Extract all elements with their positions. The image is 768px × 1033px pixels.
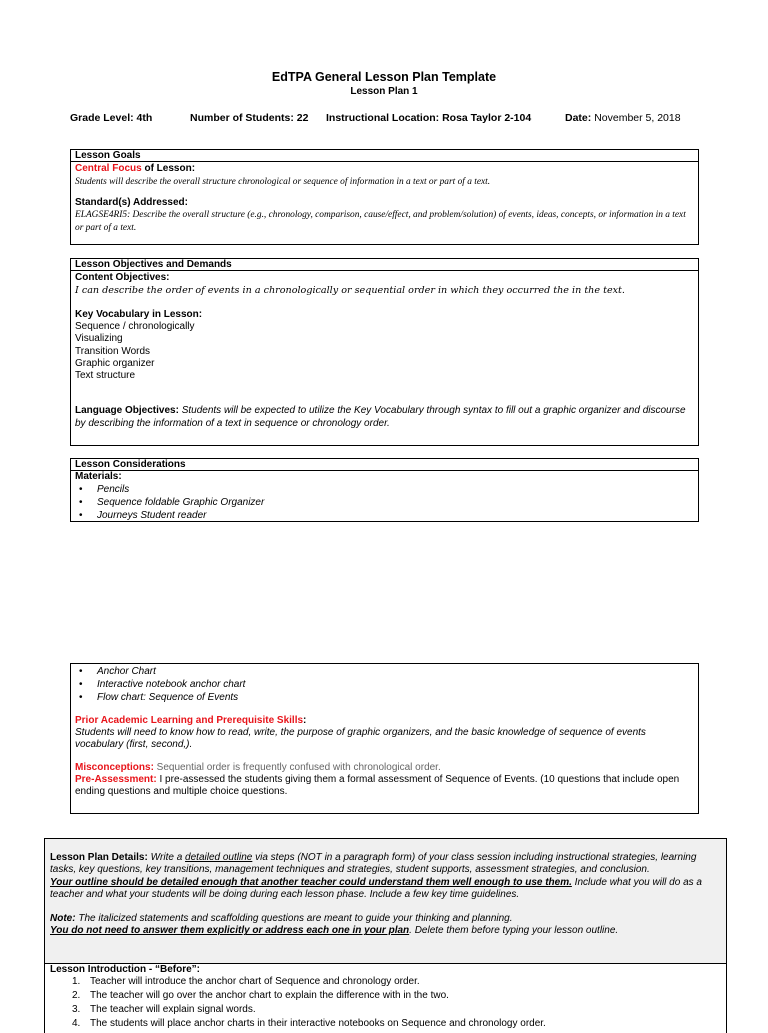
- vocab-item: Transition Words: [75, 345, 151, 357]
- details-bold-u: Your outline should be detailed enough that another teacher could understand them well enough to use them.: [50, 876, 572, 888]
- lesson-goals-heading: Lesson Goals: [71, 150, 698, 162]
- page-title: EdTPA General Lesson Plan Template: [271, 70, 497, 84]
- instructional-location: Instructional Location: Rosa Taylor 2-104: [326, 112, 532, 124]
- vocab-item: Text structure: [75, 370, 136, 382]
- lesson-goals-box: [70, 149, 699, 245]
- step-number: 1.: [72, 976, 81, 987]
- misconceptions: [75, 762, 694, 774]
- step-text: Teacher will introduce the anchor chart of Sequence and chronology order.: [90, 976, 420, 987]
- standards-text: ELAGSE4RI5: Describe the overall structure (e.g., chronology, comparison, cause/effect, and problem/solution) of events, ideas, concepts, or information in a text or part of a text.: [75, 210, 686, 233]
- step-text: The students will place anchor charts in their interactive notebooks on Sequence and chronology order.: [90, 1018, 546, 1029]
- content-objectives-text: I can describe the order of events in a chronologically or sequential order in which they occurred the in the text.: [75, 285, 625, 296]
- details-paragraph: [50, 852, 721, 877]
- material-item: • Journeys Student reader: [75, 509, 694, 522]
- date-label: Date:: [565, 112, 592, 124]
- details-note: [50, 913, 721, 925]
- introduction-label: Lesson Introduction - “Before”:: [50, 964, 200, 975]
- language-objectives: [75, 405, 694, 430]
- misconceptions-text: Sequential order is frequently confused with chronological order.: [153, 761, 441, 773]
- vocab-item: Sequence / chronologically: [75, 321, 195, 332]
- considerations-continued-box: [70, 663, 699, 814]
- prior-learning-text: Students will need to know how to read, write, the purpose of graphic organizers, and the basic knowledge of sequence of events vocabulary (first, second,).: [75, 727, 646, 751]
- step-number: 2.: [72, 990, 81, 1001]
- key-vocabulary-label: Key Vocabulary in Lesson:: [75, 309, 203, 320]
- grade-level: Grade Level: 4th: [70, 112, 153, 124]
- central-focus-label: [75, 163, 694, 175]
- details-outline: detailed outline: [185, 852, 253, 863]
- step-number: 4.: [72, 1018, 81, 1029]
- note-label: Note:: [50, 913, 76, 925]
- language-objectives-text: Students will be expected to utilize the Key Vocabulary through syntax to fill out a graphic organizer and discourse by describing the information of a text in sequence or chronology order.: [75, 405, 686, 429]
- material-item: • Anchor Chart: [75, 665, 694, 678]
- materials-label: Materials:: [75, 471, 122, 482]
- pre-assessment-text: I pre-assessed the students giving them a formal assessment of Sequence of Events. (10 questions that include open ending questions and multiple choice questions.: [75, 773, 680, 798]
- central-focus-rest: of Lesson:: [141, 163, 196, 174]
- material-item: • Flow chart: Sequence of Events: [75, 691, 694, 704]
- misconceptions-label: Misconceptions:: [75, 761, 154, 773]
- step-text: The teacher will explain signal words.: [90, 1004, 256, 1015]
- details-bold-rest: Include what you will do as a teacher and what your students will be doing during each lesson phase. Include a few key time guidelines.: [50, 876, 702, 900]
- date-value: November 5, 2018: [594, 112, 681, 124]
- details-t1-rest: via steps (NOT in a paragraph form) of your class session including instructional strategies, learning tasks, key questions, key transitions, management techniques and strategies, student supports, assessment strategies, and conclusion.: [50, 852, 697, 876]
- note2-u: You do not need to answer them explicitly or address each one in your plan: [50, 925, 410, 937]
- lesson-considerations-heading: Lesson Considerations: [71, 459, 698, 471]
- details-note2: [50, 925, 721, 937]
- central-focus-red: Central Focus: [75, 163, 142, 174]
- details-bold-paragraph: [50, 877, 721, 902]
- step-number: 3.: [72, 1004, 81, 1015]
- standards-label: Standard(s) Addressed:: [75, 197, 188, 208]
- number-of-students: Number of Students: 22: [190, 112, 309, 124]
- prior-learning-label: [75, 715, 694, 727]
- details-label: Lesson Plan Details:: [50, 852, 148, 863]
- lesson-objectives-box: [70, 258, 699, 446]
- intro-step: [72, 989, 721, 1003]
- lesson-introduction-box: [44, 963, 727, 1033]
- content-objectives-label: Content Objectives:: [75, 272, 170, 283]
- details-t1: Write a: [147, 852, 186, 863]
- vocab-item: Visualizing: [75, 333, 123, 345]
- pre-assessment: [75, 774, 694, 799]
- intro-step: [72, 975, 721, 989]
- note-text: The italicized statements and scaffolding questions are meant to guide your thinking and planning.: [75, 913, 513, 925]
- material-item: • Sequence foldable Graphic Organizer: [75, 496, 694, 509]
- language-objectives-label: Language Objectives:: [75, 405, 179, 417]
- page-subtitle: Lesson Plan 1: [350, 86, 418, 97]
- lesson-objectives-heading: Lesson Objectives and Demands: [71, 259, 698, 271]
- date-field: [565, 112, 681, 124]
- step-text: The teacher will go over the anchor chart to explain the difference with in the two.: [90, 990, 449, 1001]
- prior-learning-colon: :: [303, 715, 307, 726]
- prior-learning-red: Prior Academic Learning and Prerequisite Skills: [75, 715, 304, 726]
- central-focus-text: Students will describe the overall structure chronological or sequence of information in a text or part of a text.: [75, 177, 491, 187]
- lesson-plan-details-box: [44, 838, 727, 964]
- material-item: • Interactive notebook anchor chart: [75, 678, 694, 691]
- vocab-item: Graphic organizer: [75, 357, 155, 369]
- note2-rest: . Delete them before typing your lesson outline.: [409, 925, 619, 937]
- pre-assessment-label: Pre-Assessment:: [75, 773, 157, 785]
- intro-step: [72, 1003, 721, 1017]
- lesson-considerations-box: [70, 458, 699, 522]
- intro-step: [72, 1017, 721, 1031]
- material-item: • Pencils: [75, 483, 694, 496]
